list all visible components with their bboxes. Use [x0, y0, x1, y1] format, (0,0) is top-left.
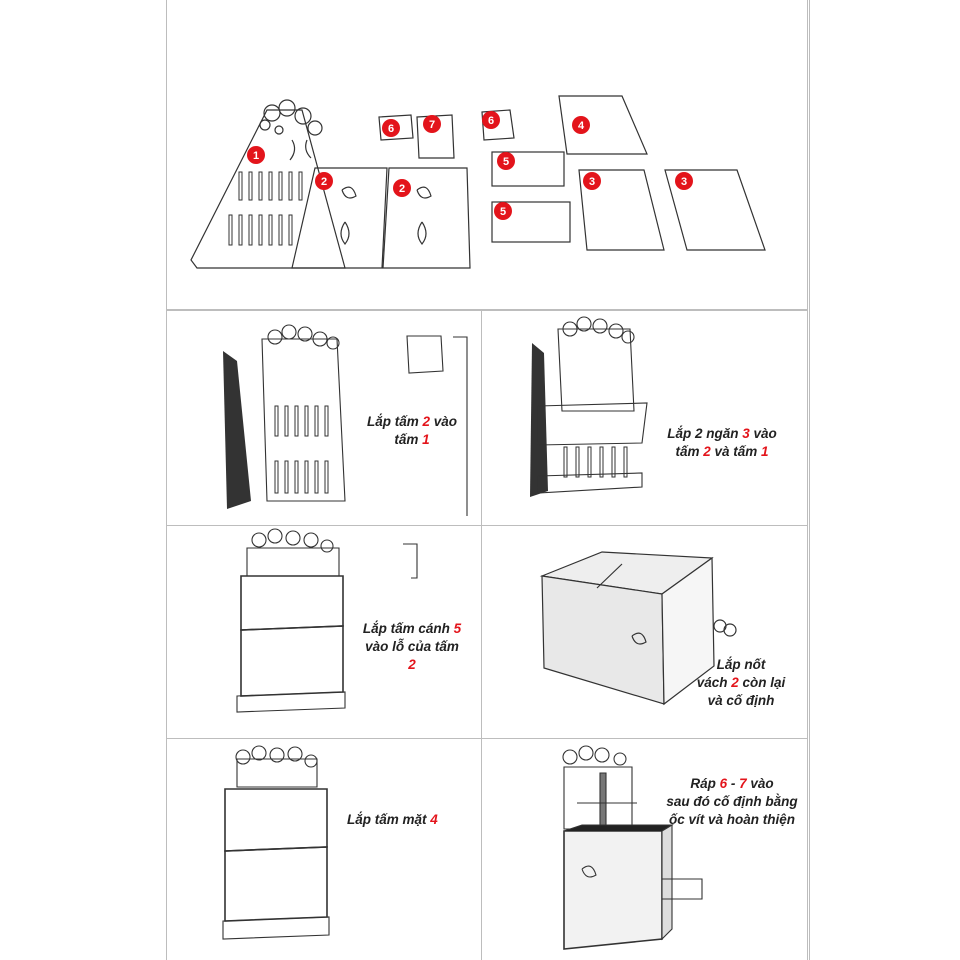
badge-part-1 — [247, 146, 265, 164]
badge-part-3a — [583, 172, 601, 190]
badge-part-2b — [393, 179, 411, 197]
step-3-panel — [166, 525, 482, 739]
badge-part-5a — [497, 152, 515, 170]
badge-part-3b — [675, 172, 693, 190]
svg-text:5: 5 — [502, 156, 510, 168]
parts-diagram — [167, 0, 808, 310]
svg-text:6: 6 — [387, 123, 395, 135]
part-2a-outline — [292, 168, 387, 268]
svg-text:3: 3 — [680, 176, 688, 188]
svg-text:7: 7 — [428, 119, 436, 131]
badge-part-4 — [572, 116, 590, 134]
badge-part-6b — [482, 111, 500, 129]
svg-text:6: 6 — [487, 115, 495, 127]
step-3-caption: Lắp tấm cánh 5 vào lỗ của tấm 2 — [362, 621, 462, 673]
step-4-caption: Lắp nốt vách 2 còn lại và cố định — [696, 657, 786, 709]
step-4-panel — [481, 525, 808, 739]
svg-text:2: 2 — [398, 183, 406, 195]
svg-text:1: 1 — [252, 150, 260, 162]
step-6-caption: Ráp 6 - 7 vào sau đó cố định bằng ốc vít và hoàn thiện — [666, 776, 798, 828]
badge-part-6a — [382, 119, 400, 137]
step-5-diagram — [167, 739, 482, 960]
step-2-diagram — [482, 311, 808, 526]
step-6-diagram — [482, 739, 808, 960]
step-5-panel — [166, 738, 482, 960]
step-2-caption: Lắp 2 ngăn 3 vào tấm 2 và tấm 1 — [667, 426, 777, 460]
step-1-panel — [166, 310, 482, 526]
step-5-caption: Lắp tấm mặt 4 — [347, 812, 438, 827]
step-6-panel — [481, 738, 808, 960]
svg-text:3: 3 — [588, 176, 596, 188]
svg-text:2: 2 — [320, 176, 328, 188]
badge-part-2a — [315, 172, 333, 190]
svg-text:4: 4 — [577, 120, 585, 132]
step-1-caption: Lắp tấm 2 vào tấm 1 — [366, 414, 458, 448]
step-2-panel — [481, 310, 808, 526]
svg-text:5: 5 — [499, 206, 507, 218]
parts-overview-panel — [166, 0, 808, 310]
badge-part-5b — [494, 202, 512, 220]
badge-part-7 — [423, 115, 441, 133]
